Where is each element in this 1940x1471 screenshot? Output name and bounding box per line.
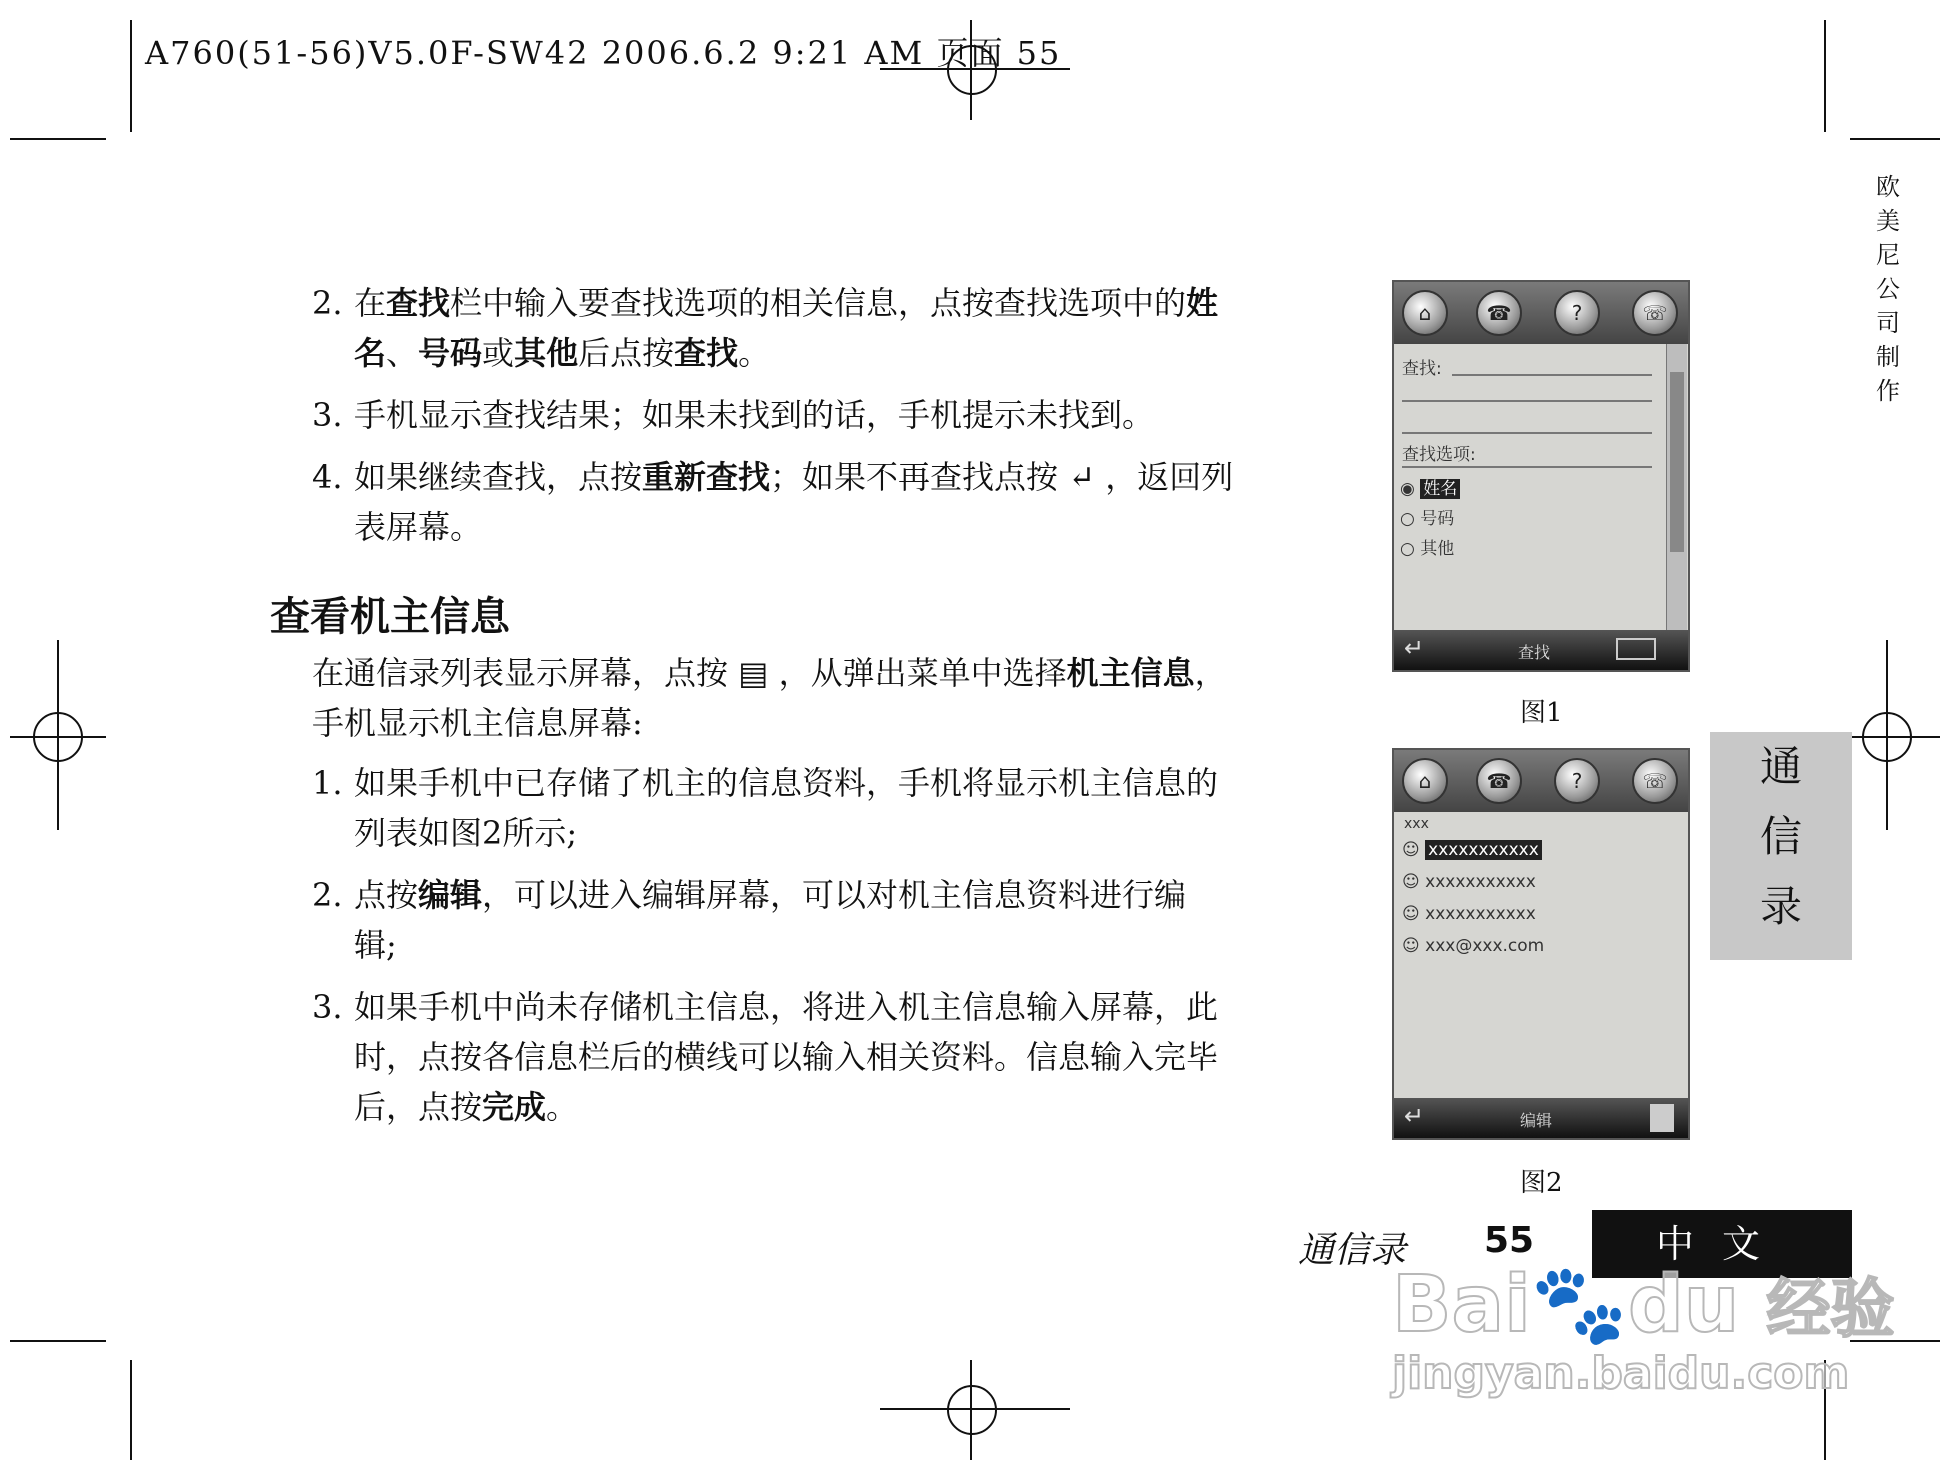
tab-char: 信 <box>1759 812 1802 861</box>
text-line <box>312 452 1233 502</box>
text-line <box>312 328 1233 378</box>
text-run: 或 <box>482 334 515 372</box>
bold-term: 名 <box>354 334 387 372</box>
bold-term: 查找 <box>386 284 451 322</box>
watermark-url: jingyan.baidu.com <box>1392 1348 1850 1399</box>
registration-mark <box>970 1360 972 1460</box>
tab-char: 录 <box>1759 882 1802 931</box>
text-line <box>312 698 1227 748</box>
registration-mark <box>57 640 59 830</box>
step-number: 1. <box>312 764 343 802</box>
figure1-screenshot <box>1392 280 1690 672</box>
figure2-caption: 图2 <box>1520 1168 1563 1198</box>
registration-mark <box>880 1408 1070 1410</box>
text-run: 、 <box>386 334 419 372</box>
paw-icon: 🐾 <box>1530 1260 1628 1350</box>
text-line <box>312 502 1233 552</box>
step-item <box>312 758 1218 858</box>
find-field-line <box>1402 400 1652 402</box>
registration-mark <box>1850 736 1940 738</box>
text-run: 如果继续查找，点按 <box>354 458 643 496</box>
registration-mark <box>947 1385 997 1435</box>
text-run: 栏中输入要查找选项的相关信息，点按查找选项中的 <box>450 284 1187 322</box>
hangup-icon: ☏ <box>1632 758 1678 804</box>
crop-mark <box>1850 138 1940 140</box>
options-label: 查找选项: <box>1402 445 1476 465</box>
text-run: 辑; <box>354 926 397 964</box>
owner-row: ☺ xxxxxxxxxxx <box>1402 840 1542 860</box>
vertical-char: 公 <box>1876 275 1900 303</box>
find-field-line <box>1402 432 1652 434</box>
text-run: 点按 <box>354 876 419 914</box>
screen-top-bar <box>1394 750 1688 812</box>
steps-bottom <box>312 758 1218 1144</box>
bold-term: 号码 <box>418 334 483 372</box>
section-title: 查看机主信息 <box>270 594 510 640</box>
text-run: 。 <box>738 334 771 372</box>
text-line <box>312 278 1233 328</box>
option-radio: ◉ 姓名 <box>1400 474 1460 499</box>
step-item <box>312 982 1218 1132</box>
text-run: ， <box>1194 654 1227 692</box>
screen-top-bar <box>1394 282 1688 344</box>
owner-row: ☺ xxxxxxxxxxx <box>1402 904 1536 924</box>
vertical-brand-text <box>1868 170 1908 408</box>
bold-term: 编辑 <box>418 876 483 914</box>
step-number: 4. <box>312 458 343 496</box>
vertical-char: 欧 <box>1876 173 1900 201</box>
crop-mark <box>1824 20 1826 132</box>
step-number: 2. <box>312 876 343 914</box>
crop-mark <box>10 1340 106 1342</box>
tab-char: 通 <box>1759 742 1802 791</box>
bold-term: 机主信息 <box>1066 654 1195 692</box>
watermark-logo-text: Bai <box>1392 1260 1531 1350</box>
page-number: 55 <box>1484 1220 1535 1261</box>
option-radio: ○ 号码 <box>1400 509 1455 529</box>
option-name: 姓名 <box>1420 479 1460 499</box>
text-run: ；如果不再查找点按 ↵ ，返回列 <box>770 458 1234 496</box>
scrollbar-thumb <box>1670 372 1684 552</box>
home-icon: ⌂ <box>1402 290 1448 336</box>
scrollbar <box>1666 344 1687 634</box>
step-item <box>312 870 1218 970</box>
owner-row: ☺ xxxxxxxxxxx <box>1402 872 1536 892</box>
back-icon: ↵ <box>1404 1102 1425 1130</box>
text-line <box>312 648 1227 698</box>
bold-term: 完成 <box>482 1088 547 1126</box>
vertical-char: 美 <box>1876 207 1900 235</box>
text-run: 手机显示机主信息屏幕: <box>312 704 643 742</box>
text-run: 如果手机中尚未存储机主信息，将进入机主信息输入屏幕，此 <box>354 988 1219 1026</box>
option-number: 号码 <box>1420 509 1455 529</box>
bold-term: 姓 <box>1186 284 1219 322</box>
steps-top <box>312 278 1233 564</box>
crop-mark <box>130 20 132 132</box>
option-other: 其他 <box>1420 539 1455 559</box>
options-divider <box>1402 466 1652 468</box>
watermark-logo-cn: 经验 <box>1766 1273 1895 1347</box>
owner-row-value: xxxxxxxxxxx <box>1425 872 1536 892</box>
text-line <box>312 1032 1218 1082</box>
text-run: ，可以进入编辑屏幕，可以对机主信息资料进行编 <box>482 876 1187 914</box>
owner-row-value: xxxxxxxxxxx <box>1425 840 1542 860</box>
find-label: 查找: <box>1402 359 1442 379</box>
step-item <box>312 390 1233 440</box>
owner-name-header: xxx <box>1404 816 1429 832</box>
watermark-logo <box>1392 1258 1894 1351</box>
find-button-label: 查找 <box>1518 643 1551 662</box>
step-number: 2. <box>312 284 343 322</box>
text-run: 手机显示查找结果；如果未找到的话，手机提示未找到。 <box>354 396 1155 434</box>
owner-row: ☺ xxx@xxx.com <box>1402 936 1545 956</box>
text-run: 如果手机中已存储了机主的信息资料，手机将显示机主信息的 <box>354 764 1219 802</box>
text-line <box>312 870 1218 920</box>
text-run: 时，点按各信息栏后的横线可以输入相关资料。信息输入完毕 <box>354 1038 1219 1076</box>
contacts-icon: ☎ <box>1476 758 1522 804</box>
text-run: 在 <box>354 284 387 322</box>
edit-button-label: 编辑 <box>1520 1111 1553 1130</box>
figure2-screenshot <box>1392 748 1690 1140</box>
bold-term: 重新查找 <box>642 458 771 496</box>
help-icon: ? <box>1554 290 1600 336</box>
crop-mark <box>130 1360 132 1460</box>
screen-bottom-bar <box>1394 630 1688 670</box>
vertical-char: 司 <box>1876 309 1900 337</box>
intro-paragraph <box>312 648 1227 748</box>
text-run: 表屏幕。 <box>354 508 483 546</box>
text-run: 列表如图2所示; <box>354 814 578 852</box>
step-number: 3. <box>312 988 343 1026</box>
step-number: 3. <box>312 396 343 434</box>
bold-term: 查找 <box>674 334 739 372</box>
keyboard-icon <box>1616 638 1656 660</box>
back-icon: ↵ <box>1404 634 1425 662</box>
owner-row-value: xxx@xxx.com <box>1425 936 1545 956</box>
contacts-icon: ☎ <box>1476 290 1522 336</box>
print-header-meta: A760(51-56)V5.0F-SW42 2006.6.2 9:21 AM 页面 55 <box>145 34 1062 72</box>
text-run: 后，点按 <box>354 1088 483 1126</box>
home-icon: ⌂ <box>1402 758 1448 804</box>
text-run: 后点按 <box>578 334 675 372</box>
text-line <box>312 390 1233 440</box>
vertical-char: 尼 <box>1876 241 1900 269</box>
text-line <box>312 1082 1218 1132</box>
chapter-tab <box>1710 732 1852 960</box>
option-radio: ○ 其他 <box>1400 539 1455 559</box>
watermark-logo-text: du <box>1627 1260 1740 1350</box>
help-icon: ? <box>1554 758 1600 804</box>
menu-icon <box>1650 1104 1674 1132</box>
text-line <box>312 920 1218 970</box>
screen-bottom-bar <box>1394 1098 1688 1138</box>
vertical-char: 制 <box>1876 343 1900 371</box>
hangup-icon: ☏ <box>1632 290 1678 336</box>
footer-section-title: 通信录 <box>1298 1230 1407 1271</box>
text-line <box>312 982 1218 1032</box>
step-item <box>312 452 1233 552</box>
text-run: 在通信录列表显示屏幕，点按 ▤ ，从弹出菜单中选择 <box>312 654 1067 692</box>
text-line <box>312 758 1218 808</box>
figure1-caption: 图1 <box>1520 698 1563 728</box>
language-label: 中文 <box>1592 1210 1852 1278</box>
owner-row-value: xxxxxxxxxxx <box>1425 904 1536 924</box>
step-item <box>312 278 1233 378</box>
text-line <box>312 808 1218 858</box>
crop-mark <box>10 138 106 140</box>
text-run: 。 <box>546 1088 579 1126</box>
find-field-line <box>1452 374 1652 376</box>
vertical-char: 作 <box>1876 377 1900 405</box>
bold-term: 其他 <box>514 334 579 372</box>
registration-mark <box>1886 640 1888 830</box>
